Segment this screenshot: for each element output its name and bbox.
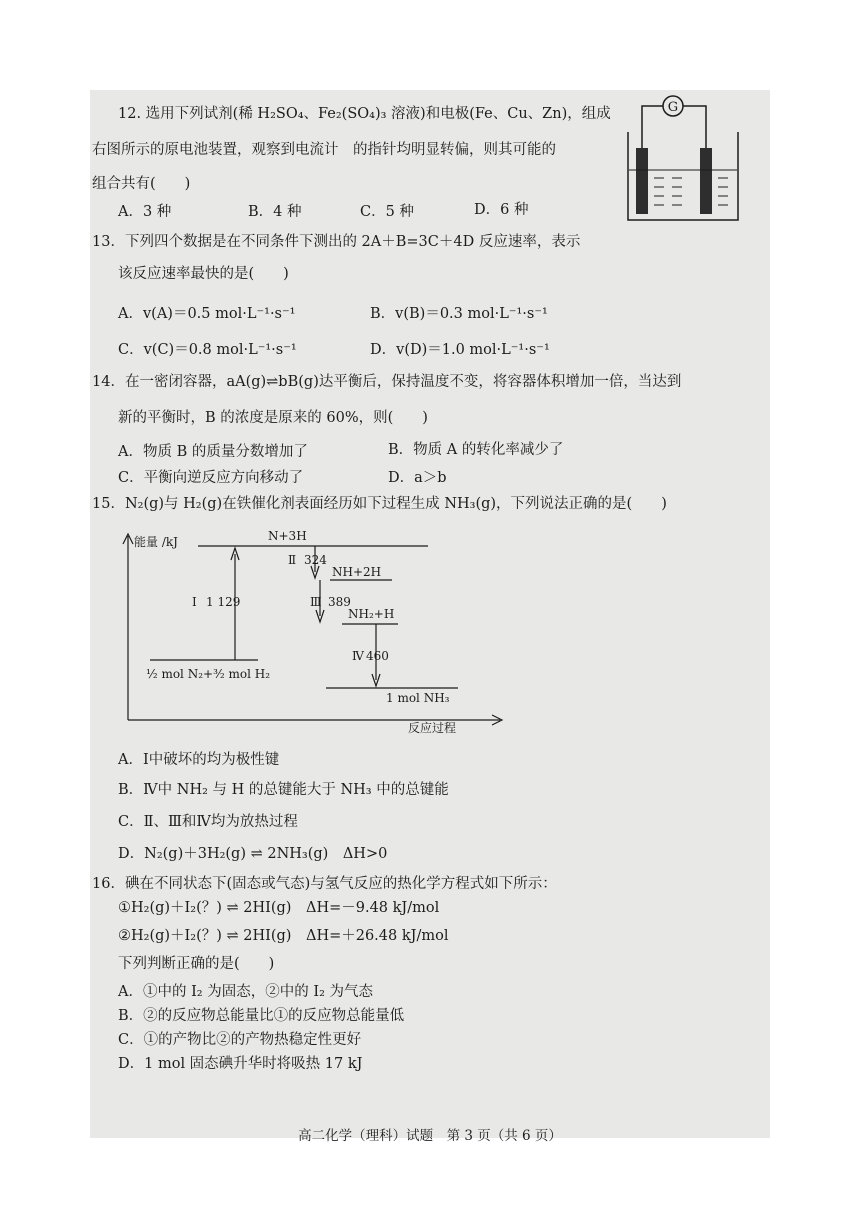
step-2-value: 324 bbox=[304, 553, 327, 567]
q12-option-d: D．6 种 bbox=[474, 202, 529, 218]
label-nh-2h: NH+2H bbox=[332, 565, 382, 579]
q12-line-3: 组合共有( ) bbox=[92, 176, 191, 192]
q16-option-c: C．①的产物比②的产物热稳定性更好 bbox=[118, 1032, 362, 1048]
q16-equation-2: ②H₂(g)＋I₂(？) ⇌ 2HI(g) ΔH=＋26.48 kJ/mol bbox=[118, 928, 449, 944]
page-footer: 高二化学（理科）试题 第 3 页（共 6 页） bbox=[298, 1128, 562, 1144]
q13-line-2: 该反应速率最快的是( ) bbox=[118, 266, 289, 282]
q16-equation-1: ①H₂(g)＋I₂(？) ⇌ 2HI(g) ΔH=－9.48 kJ/mol bbox=[118, 900, 440, 916]
q14-line-1: 14．在一密闭容器，aA(g)⇌bB(g)达平衡后，保持温度不变，将容器体积增加一倍，当达到 bbox=[92, 374, 682, 390]
process-axis-label: 反应过程 bbox=[408, 721, 457, 735]
q13-option-b: B．v(B)＝0.3 mol·L⁻¹·s⁻¹ bbox=[370, 306, 548, 322]
step-4-label: Ⅳ bbox=[352, 649, 364, 663]
q16-line-4: 下列判断正确的是( ) bbox=[118, 956, 275, 972]
step-2-label: Ⅱ bbox=[288, 553, 297, 567]
q13-option-d: D．v(D)＝1.0 mol·L⁻¹·s⁻¹ bbox=[370, 342, 550, 358]
step-4-value: 460 bbox=[366, 649, 389, 663]
q15-option-a: A．Ⅰ中破坏的均为极性键 bbox=[118, 752, 280, 768]
left-electrode bbox=[636, 148, 648, 214]
step-3-value: 389 bbox=[328, 595, 351, 609]
q12-option-a: A．3 种 bbox=[118, 204, 172, 220]
energy-diagram bbox=[120, 528, 520, 736]
q12-option-c: C．5 种 bbox=[360, 204, 414, 220]
q13-option-a: A．v(A)＝0.5 mol·L⁻¹·s⁻¹ bbox=[118, 306, 296, 322]
q14-option-c: C．平衡向逆反应方向移动了 bbox=[118, 470, 304, 486]
q15-line-1: 15．N₂(g)与 H₂(g)在铁催化剂表面经历如下过程生成 NH₃(g)，下列说法正确的是( ) bbox=[92, 496, 667, 512]
step-3-label: Ⅲ bbox=[310, 595, 322, 609]
step-1-value: 1 129 bbox=[206, 595, 241, 609]
q14-option-b: B．物质 A 的转化率减少了 bbox=[388, 442, 564, 458]
energy-axis-label: 能量 /kJ bbox=[134, 535, 178, 549]
label-n-3h: N+3H bbox=[268, 529, 307, 543]
q16-line-1: 16．碘在不同状态下(固态或气态)与氢气反应的热化学方程式如下所示： bbox=[92, 876, 557, 892]
q15-option-b: B．Ⅳ中 NH₂ 与 H 的总键能大于 NH₃ 中的总键能 bbox=[118, 782, 449, 798]
step-1-label: Ⅰ bbox=[192, 595, 197, 609]
q12-option-b: B．4 种 bbox=[248, 204, 302, 220]
right-electrode bbox=[700, 148, 712, 214]
q16-option-b: B．②的反应物总能量比①的反应物总能量低 bbox=[118, 1008, 405, 1024]
label-nh3: 1 mol NH₃ bbox=[386, 691, 450, 705]
q12-line-2: 右图所示的原电池装置，观察到电流计 的指针均明显转偏，则其可能的 bbox=[92, 142, 556, 158]
q16-option-a: A．①中的 I₂ 为固态，②中的 I₂ 为气态 bbox=[118, 984, 373, 1000]
q12-line-1: 12. 选用下列试剂(稀 H₂SO₄、Fe₂(SO₄)₃ 溶液)和电极(Fe、Cu、Zn)，组成 bbox=[118, 106, 611, 122]
q15-option-d: D．N₂(g)＋3H₂(g) ⇌ 2NH₃(g) ΔH>0 bbox=[118, 846, 388, 862]
galvanic-cell-figure bbox=[620, 92, 750, 232]
q14-option-d: D．a＞b bbox=[388, 470, 447, 486]
label-nh2-h: NH₂+H bbox=[348, 607, 395, 621]
q15-option-c: C．Ⅱ、Ⅲ和Ⅳ均为放热过程 bbox=[118, 814, 298, 830]
q13-option-c: C．v(C)＝0.8 mol·L⁻¹·s⁻¹ bbox=[118, 342, 297, 358]
q14-option-a: A．物质 B 的质量分数增加了 bbox=[118, 444, 308, 460]
label-start: ½ mol N₂+³⁄₂ mol H₂ bbox=[146, 667, 271, 681]
q14-line-2: 新的平衡时，B 的浓度是原来的 60%，则( ) bbox=[118, 410, 428, 426]
q16-option-d: D．1 mol 固态碘升华时将吸热 17 kJ bbox=[118, 1056, 363, 1072]
q13-line-1: 13．下列四个数据是在不同条件下测出的 2A＋B=3C＋4D 反应速率，表示 bbox=[92, 234, 581, 250]
galvanometer-label: G bbox=[667, 100, 679, 115]
